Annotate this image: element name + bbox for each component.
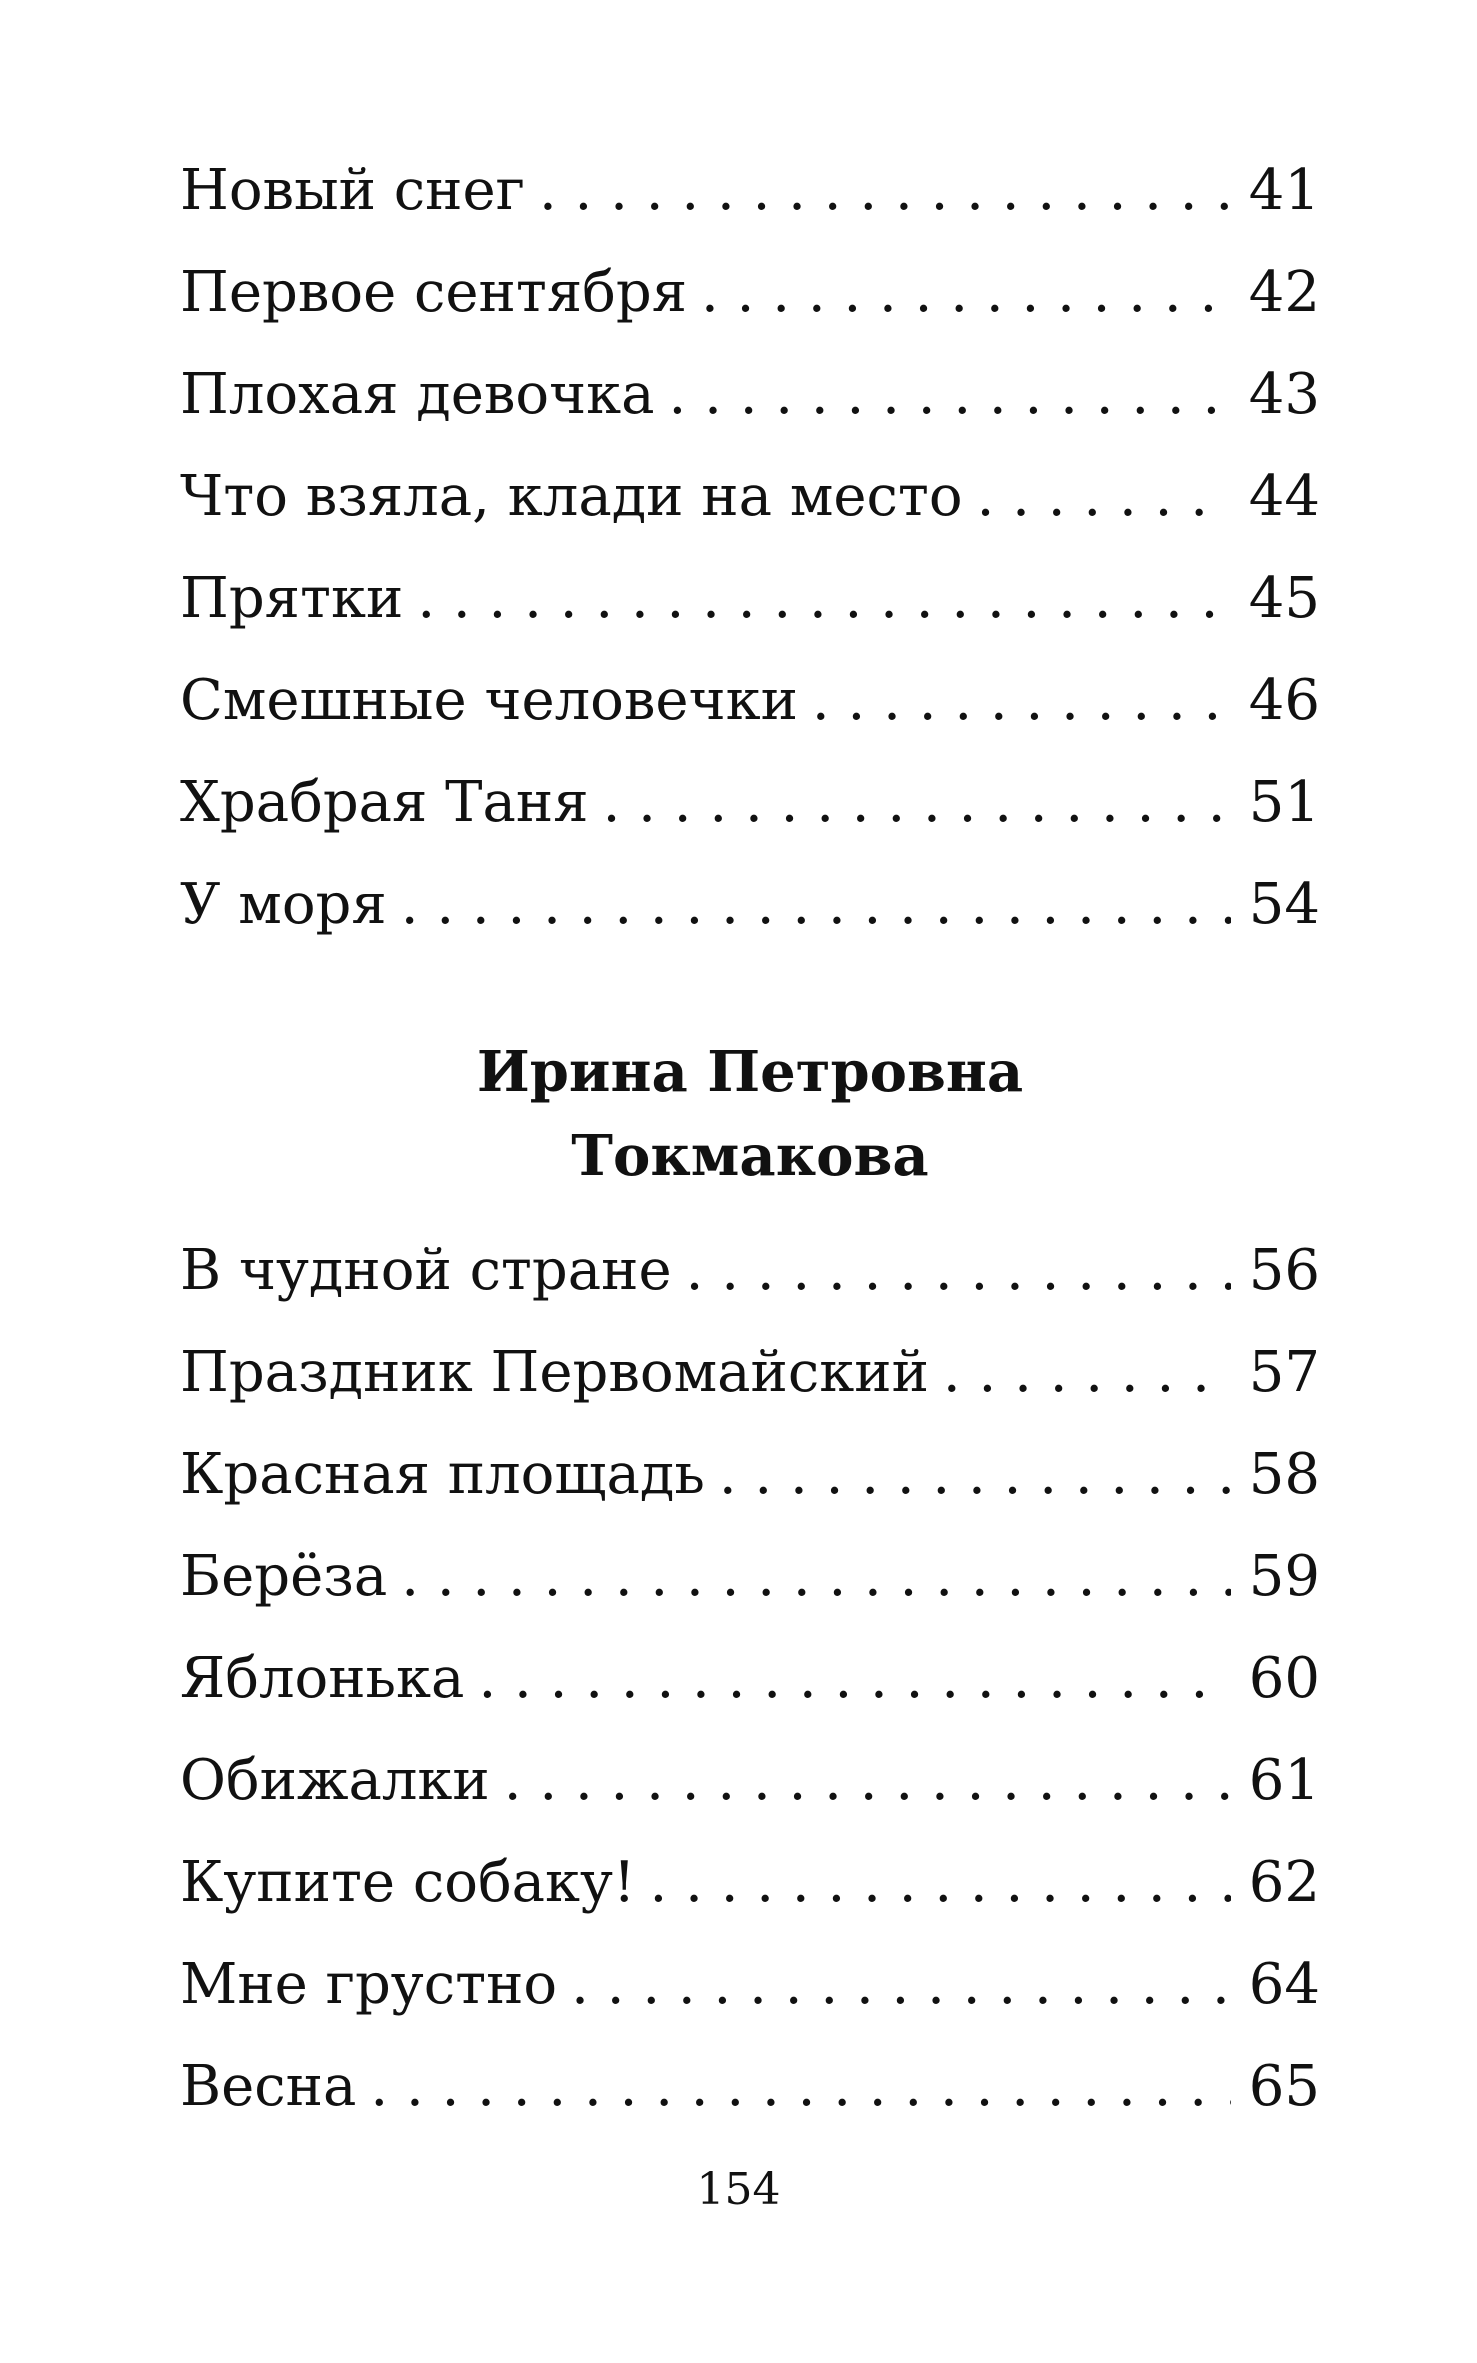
- toc-entry-page: 61: [1248, 1748, 1320, 1813]
- toc-entry-page: 46: [1248, 668, 1320, 733]
- toc-entry-title: Красная площадь: [180, 1442, 705, 1507]
- toc-entry-page: 45: [1248, 566, 1320, 631]
- toc-entry-page: 64: [1248, 1952, 1320, 2017]
- toc-entry-title: Новый снег: [180, 158, 525, 223]
- toc-entry: [180, 2036, 1320, 2138]
- toc-leader-dots: [478, 1628, 1230, 1730]
- toc-entry-title: Плохая девочка: [180, 362, 655, 427]
- toc-leader-dots: [812, 650, 1231, 752]
- toc-entry-title: Яблонька: [180, 1646, 465, 1711]
- toc-section-1: [180, 140, 1320, 956]
- toc-entry: [180, 1526, 1320, 1628]
- toc-entry-page: 59: [1248, 1544, 1320, 1609]
- toc-entry-page: 58: [1248, 1442, 1320, 1507]
- toc-entry: [180, 1220, 1320, 1322]
- toc-leader-dots: [603, 752, 1231, 854]
- toc-entry-title: У моря: [180, 872, 387, 937]
- toc-entry-page: 54: [1248, 872, 1320, 937]
- toc-entry: [180, 446, 1320, 548]
- toc-entry-title: Берёза: [180, 1544, 388, 1609]
- toc-entry: [180, 1424, 1320, 1526]
- toc-leader-dots: [401, 1526, 1231, 1628]
- toc-entry-page: 65: [1248, 2054, 1320, 2119]
- toc-entry-title: Храбрая Таня: [180, 770, 589, 835]
- toc-entry: [180, 752, 1320, 854]
- toc-entry: [180, 1628, 1320, 1730]
- toc-entry-page: 56: [1248, 1238, 1320, 1303]
- toc-entry-title: Праздник Первомайский: [180, 1340, 929, 1405]
- toc-entry-title: Что взяла, клади на место: [180, 464, 963, 529]
- toc-leader-dots: [650, 1832, 1231, 1934]
- toc-entry: [180, 1322, 1320, 1424]
- toc-leader-dots: [571, 1934, 1231, 2036]
- toc-entry-title: В чудной стране: [180, 1238, 672, 1303]
- toc-entry-title: Обижалки: [180, 1748, 490, 1813]
- toc-leader-dots: [719, 1424, 1231, 1526]
- toc-entry-page: 43: [1248, 362, 1320, 427]
- toc-entry-title: Купите собаку!: [180, 1850, 636, 1915]
- toc-leader-dots: [977, 446, 1231, 548]
- toc-entry-title: Мне грустно: [180, 1952, 558, 2017]
- toc-entry-page: 44: [1248, 464, 1320, 529]
- author-heading: [180, 1030, 1320, 1198]
- toc-entry-title: Прятки: [180, 566, 404, 631]
- toc-leader-dots: [504, 1730, 1231, 1832]
- toc-entry: [180, 1832, 1320, 1934]
- toc-entry-page: 51: [1248, 770, 1320, 835]
- toc-entry: [180, 344, 1320, 446]
- toc-leader-dots: [370, 2036, 1230, 2138]
- toc-leader-dots: [417, 548, 1230, 650]
- toc-entry: [180, 650, 1320, 752]
- toc-leader-dots: [669, 344, 1231, 446]
- toc-entry-title: Смешные человечки: [180, 668, 798, 733]
- toc-entry: [180, 1934, 1320, 2036]
- toc-entry-title: Весна: [180, 2054, 357, 2119]
- toc-entry: [180, 1730, 1320, 1832]
- toc-entry-page: 42: [1248, 260, 1320, 325]
- toc-entry-page: 62: [1248, 1850, 1320, 1915]
- toc-leader-dots: [401, 854, 1231, 956]
- toc-leader-dots: [701, 242, 1231, 344]
- toc-entry-title: Первое сентября: [180, 260, 688, 325]
- toc-entry: [180, 140, 1320, 242]
- toc-leader-dots: [943, 1322, 1231, 1424]
- toc-entry-page: 41: [1248, 158, 1320, 223]
- toc-entry-page: 57: [1248, 1340, 1320, 1405]
- toc-leader-dots: [539, 140, 1231, 242]
- toc-entry-page: 60: [1248, 1646, 1320, 1711]
- author-name-line-1: Ирина Петровна: [476, 1039, 1024, 1105]
- toc-section-2: [180, 1220, 1320, 2138]
- toc-leader-dots: [686, 1220, 1231, 1322]
- author-name-line-2: Токмакова: [571, 1123, 929, 1189]
- toc-entry: [180, 242, 1320, 344]
- toc-entry: [180, 548, 1320, 650]
- page-number: 154: [696, 2164, 781, 2215]
- toc-entry: [180, 854, 1320, 956]
